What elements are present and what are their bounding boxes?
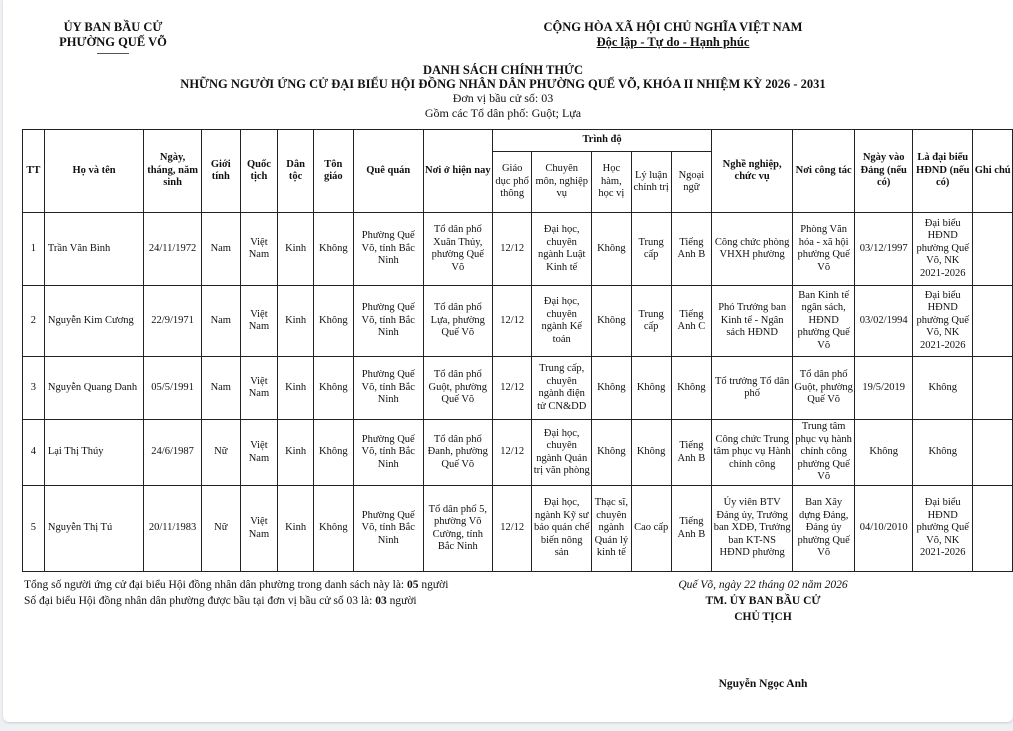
table-cell: Không — [855, 420, 913, 486]
table-cell: Đại học, chuyên ngành Kế toán — [532, 286, 591, 357]
table-cell: Tổ dân phố Xuân Thủy, phường Quế Võ — [423, 213, 492, 286]
table-cell: Tổ dân phố Guột, phường Quế Võ — [793, 357, 855, 420]
table-cell: Nam — [201, 213, 240, 286]
table-cell: Tổ dân phố Guột, phường Quế Võ — [423, 357, 492, 420]
total-label: Tổng số người ứng cử đại biểu Hội đồng nhân dân phường trong danh sách này là: — [24, 579, 407, 591]
table-cell — [973, 486, 1013, 572]
table-cell: Không — [671, 357, 712, 420]
table-cell: 24/6/1987 — [144, 420, 202, 486]
table-cell: Đại học, chuyên ngành Luật Kinh tế — [532, 213, 591, 286]
table-cell: 4 — [23, 420, 45, 486]
total-value: 05 — [407, 579, 419, 591]
table-cell: Kinh — [278, 420, 314, 486]
divider — [97, 53, 129, 54]
total-unit: người — [418, 579, 449, 591]
table-cell: Việt Nam — [240, 420, 278, 486]
table-cell: Không — [591, 357, 631, 420]
table-row — [23, 420, 1013, 486]
col-ethnic: Dân tộc — [278, 130, 314, 213]
table-cell — [973, 213, 1013, 286]
table-row — [23, 213, 1013, 286]
table-cell: Phường Quế Võ, tỉnh Bắc Ninh — [353, 213, 423, 286]
table-cell: 20/11/1983 — [144, 486, 202, 572]
elected-count — [24, 593, 584, 609]
col-party-date: Ngày vào Đảng (nếu có) — [855, 130, 913, 213]
table-cell: Không — [631, 357, 671, 420]
table-cell: Trung tâm phục vụ hành chính công phường Quế Võ — [793, 420, 855, 486]
col-group-level: Trình độ — [492, 130, 711, 152]
issuing-organization — [43, 20, 183, 54]
table-cell: Đại học, ngành Kỹ sư bảo quản chế biến nông sản — [532, 486, 591, 572]
table-cell: Công chức Trung tâm phục vụ Hành chính công — [712, 420, 793, 486]
table-cell: Nam — [201, 357, 240, 420]
table-cell: Không — [313, 357, 353, 420]
table-cell: Nguyễn Kim Cương — [44, 286, 143, 357]
table-cell: 2 — [23, 286, 45, 357]
electoral-unit: Đơn vị bầu cử số: 03 — [452, 91, 554, 105]
table-cell: Phó Trưởng ban Kinh tế - Ngân sách HĐND — [712, 286, 793, 357]
table-cell: Phòng Văn hóa - xã hội phường Quế Võ — [793, 213, 855, 286]
table-cell: Việt Nam — [240, 357, 278, 420]
table-cell: 3 — [23, 357, 45, 420]
table-cell: Phường Quế Võ, tỉnh Bắc Ninh — [353, 286, 423, 357]
table-cell: 5 — [23, 486, 45, 572]
table-cell: 12/12 — [492, 486, 532, 572]
table-cell: Việt Nam — [240, 486, 278, 572]
table-cell: Phường Quế Võ, tỉnh Bắc Ninh — [353, 486, 423, 572]
col-residence: Nơi ở hiện nay — [423, 130, 492, 213]
table-cell: Không — [913, 357, 973, 420]
col-name: Họ và tên — [44, 130, 143, 213]
table-cell: Đại biểu HĐND phường Quế Võ, NK 2021-2026 — [913, 486, 973, 572]
table-cell: Ban Xây dựng Đảng, Đảng ủy phường Quế Võ — [793, 486, 855, 572]
col-politics: Lý luận chính trị — [631, 152, 671, 213]
candidate-table — [22, 129, 1013, 572]
org-line-1: ỦY BAN BẦU CỬ — [63, 20, 163, 34]
table-cell: Tổ trưởng Tổ dân phố — [712, 357, 793, 420]
col-gender: Giới tính — [201, 130, 240, 213]
table-row — [23, 286, 1013, 357]
elected-value: 03 — [375, 595, 387, 607]
table-cell: 22/9/1971 — [144, 286, 202, 357]
col-nationality: Quốc tịch — [240, 130, 278, 213]
table-cell: Việt Nam — [240, 286, 278, 357]
national-header — [473, 20, 873, 50]
on-behalf: TM. ỦY BAN BẦU CỬ — [705, 595, 821, 607]
col-hometown: Quê quán — [353, 130, 423, 213]
table-cell: Thạc sĩ, chuyên ngành Quản lý kinh tế — [591, 486, 631, 572]
signer-name: Nguyễn Ngọc Anh — [718, 678, 808, 690]
table-cell: Đại biểu HĐND phường Quế Võ, NK 2021-2026 — [913, 286, 973, 357]
table-cell: Kinh — [278, 213, 314, 286]
table-cell: Kinh — [278, 286, 314, 357]
col-workplace: Nơi công tác — [793, 130, 855, 213]
signature-block — [633, 577, 893, 692]
place-date: Quế Võ, ngày 22 tháng 02 năm 2026 — [678, 579, 848, 591]
table-cell: Tiếng Anh B — [671, 420, 712, 486]
table-cell: Không — [591, 420, 631, 486]
col-tt: TT — [23, 130, 45, 213]
table-cell: Công chức phòng VHXH phường — [712, 213, 793, 286]
table-cell: Tiếng Anh B — [671, 213, 712, 286]
table-cell: Trung cấp — [631, 286, 671, 357]
col-delegate: Là đại biểu HĐND (nếu có) — [913, 130, 973, 213]
table-cell: Không — [591, 213, 631, 286]
signer-position: CHỦ TỊCH — [734, 611, 792, 623]
table-cell: Nữ — [201, 486, 240, 572]
table-cell: 12/12 — [492, 213, 532, 286]
elected-unit: người — [386, 595, 417, 607]
table-cell: Không — [913, 420, 973, 486]
table-cell: Phường Quế Võ, tỉnh Bắc Ninh — [353, 420, 423, 486]
org-line-2: PHƯỜNG QUẾ VÕ — [59, 35, 167, 49]
table-cell: Trung cấp — [631, 213, 671, 286]
table-cell: Cao cấp — [631, 486, 671, 572]
table-cell: 12/12 — [492, 357, 532, 420]
table-cell: Trần Văn Bình — [44, 213, 143, 286]
table-cell: Tiếng Anh C — [671, 286, 712, 357]
table-cell: Việt Nam — [240, 213, 278, 286]
motto: Độc lập - Tự do - Hạnh phúc — [596, 35, 750, 49]
table-cell — [973, 286, 1013, 357]
table-cell: Ủy viên BTV Đảng ủy, Trưởng ban XDĐ, Trưởng ban KT-NS HĐND phường — [712, 486, 793, 572]
table-cell: Nguyễn Quang Danh — [44, 357, 143, 420]
table-cell: Tổ dân phố 5, phường Võ Cường, tỉnh Bắc Ninh — [423, 486, 492, 572]
document-page — [3, 0, 1013, 722]
table-row — [23, 486, 1013, 572]
table-cell: 05/5/1991 — [144, 357, 202, 420]
table-cell: 1 — [23, 213, 45, 286]
summary — [24, 577, 584, 609]
title-line-2: NHỮNG NGƯỜI ỨNG CỬ ĐẠI BIỂU HỘI ĐỒNG NHÂN DÂN PHƯỜNG QUẾ VÕ, KHÓA II NHIỆM KỲ 2026 - 2031 — [180, 77, 826, 91]
table-cell: 03/02/1994 — [855, 286, 913, 357]
table-cell: Không — [313, 486, 353, 572]
table-cell: Không — [313, 286, 353, 357]
table-cell: Không — [591, 286, 631, 357]
table-cell: 12/12 — [492, 420, 532, 486]
table-cell: Ban Kinh tế ngân sách, HĐND phường Quế Võ — [793, 286, 855, 357]
col-specialty: Chuyên môn, nghiệp vụ — [532, 152, 591, 213]
table-cell: 12/12 — [492, 286, 532, 357]
table-cell: Nữ — [201, 420, 240, 486]
table-cell: Trung cấp, chuyên ngành điện tử CN&DD — [532, 357, 591, 420]
table-cell: Không — [631, 420, 671, 486]
table-cell: 03/12/1997 — [855, 213, 913, 286]
table-cell: Không — [313, 213, 353, 286]
table-cell: Tổ dân phố Đanh, phường Quế Võ — [423, 420, 492, 486]
table-cell: 04/10/2010 — [855, 486, 913, 572]
table-cell: Nam — [201, 286, 240, 357]
table-cell: Không — [313, 420, 353, 486]
table-cell: Đại học, chuyên ngành Quản trị văn phòng — [532, 420, 591, 486]
total-candidates — [24, 577, 584, 593]
table-cell: Đại biểu HĐND phường Quế Võ, NK 2021-2026 — [913, 213, 973, 286]
col-degree: Học hàm, học vị — [591, 152, 631, 213]
col-job: Nghề nghiệp, chức vụ — [712, 130, 793, 213]
table-cell: 24/11/1972 — [144, 213, 202, 286]
table-cell: Lại Thị Thúy — [44, 420, 143, 486]
col-note: Ghi chú — [973, 130, 1013, 213]
col-language: Ngoại ngữ — [671, 152, 712, 213]
table-cell: Kinh — [278, 357, 314, 420]
table-cell — [973, 420, 1013, 486]
table-cell — [973, 357, 1013, 420]
col-dob: Ngày, tháng, năm sinh — [144, 130, 202, 213]
table-cell: Nguyễn Thị Tú — [44, 486, 143, 572]
table-cell: Phường Quế Võ, tỉnh Bắc Ninh — [353, 357, 423, 420]
table-body — [23, 213, 1013, 572]
table-cell: Kinh — [278, 486, 314, 572]
table-cell: Tổ dân phố Lựa, phường Quế Võ — [423, 286, 492, 357]
table-cell: 19/5/2019 — [855, 357, 913, 420]
col-general-edu: Giáo dục phổ thông — [492, 152, 532, 213]
col-religion: Tôn giáo — [313, 130, 353, 213]
nation-name: CỘNG HÒA XÃ HỘI CHỦ NGHĨA VIỆT NAM — [543, 20, 803, 34]
title-line-1: DANH SÁCH CHÍNH THỨC — [422, 63, 584, 77]
table-row — [23, 357, 1013, 420]
table-cell: Tiếng Anh B — [671, 486, 712, 572]
areas: Gồm các Tổ dân phố: Guột; Lựa — [424, 106, 582, 120]
document-title — [3, 63, 1003, 121]
elected-label: Số đại biểu Hội đồng nhân dân phường được bầu tại đơn vị bầu cử số 03 là: — [24, 595, 376, 607]
